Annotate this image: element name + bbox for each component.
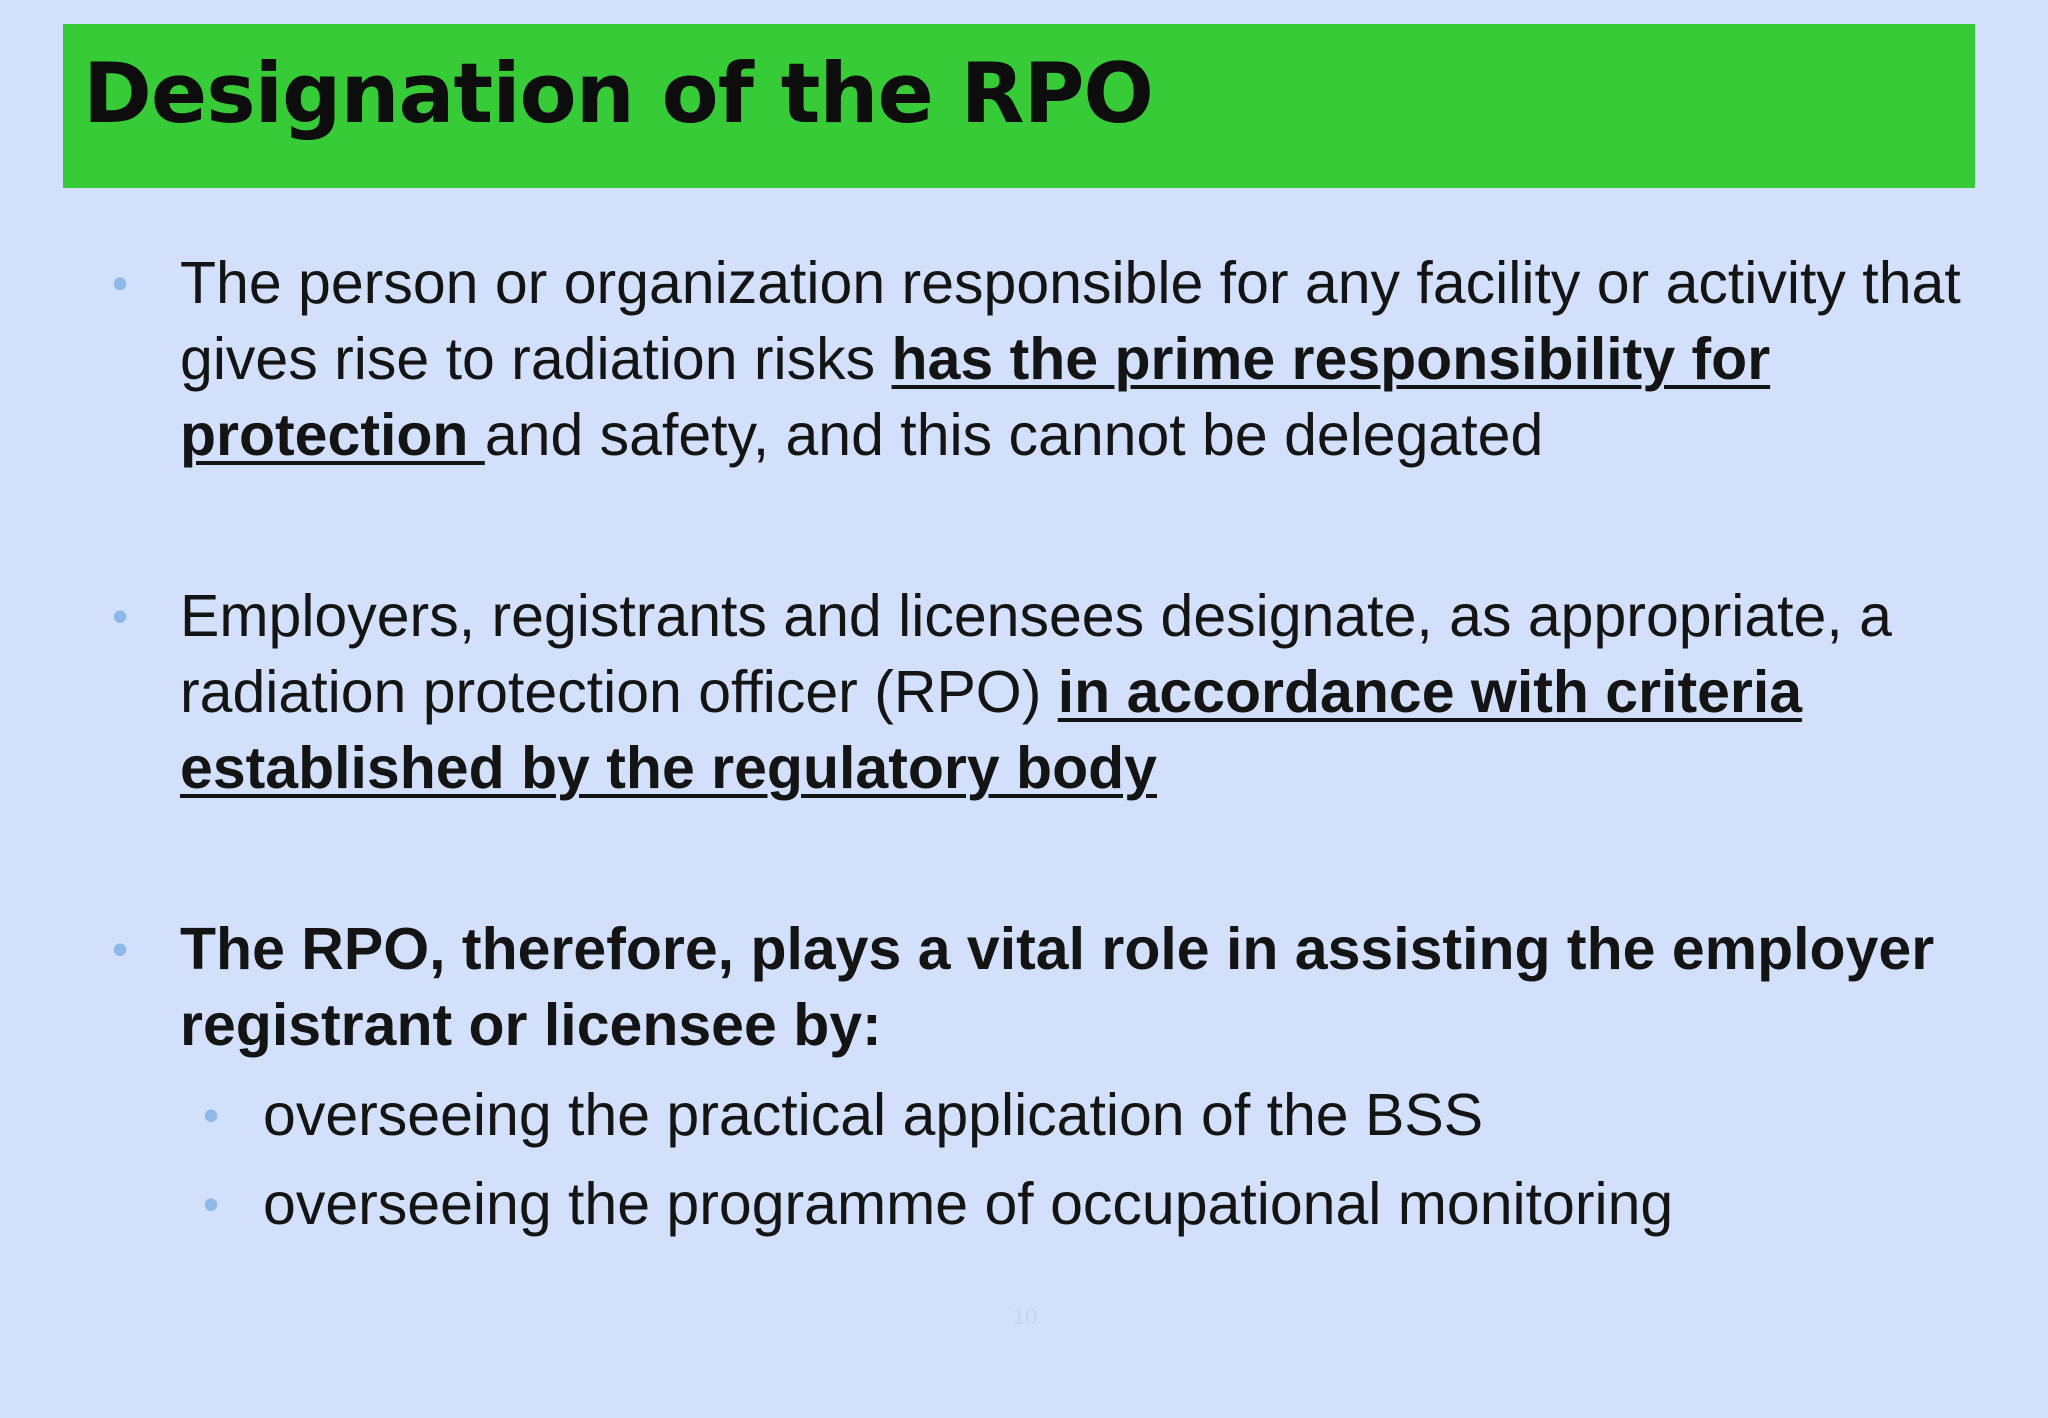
bullet-text: and safety, and this cannot be delegated xyxy=(484,402,1544,468)
bullet-marker-icon: • xyxy=(112,257,129,309)
sub-bullet-item xyxy=(203,1077,1484,1153)
title-bar xyxy=(63,24,1975,188)
slide-title: Designation of the RPO xyxy=(83,45,1153,142)
sub-bullet-text: overseeing the practical application of the BSS xyxy=(263,1082,1484,1148)
bullet-marker-icon: • xyxy=(112,923,129,975)
bullet-item xyxy=(112,245,1980,473)
bullet-marker-icon: • xyxy=(203,1089,220,1141)
bullet-text: The person or organization responsible for any facility or activity that gives rise to radiation risks xyxy=(180,250,1961,392)
page-number: 10 xyxy=(1012,1304,1038,1329)
sub-bullet-text: overseeing the programme of occupational monitoring xyxy=(263,1171,1674,1237)
bullet-item xyxy=(112,578,1980,806)
bullet-marker-icon: • xyxy=(112,590,129,642)
bullet-emphasis: has the prime responsibility for protection xyxy=(180,326,1771,468)
bullet-text: Employers, registrants and licensees designate, as appropriate, a radiation protection officer (RPO) xyxy=(180,583,1892,725)
bullet-emphasis: in accordance with criteria established by the regulatory body xyxy=(180,659,1803,801)
bullet-marker-icon: • xyxy=(203,1178,220,1230)
sub-bullet-item xyxy=(203,1166,1674,1242)
bullet-item xyxy=(112,911,1980,1063)
bullet-text-bold: The RPO, therefore, plays a vital role in assisting the employer registrant or licensee by: xyxy=(180,916,1935,1058)
